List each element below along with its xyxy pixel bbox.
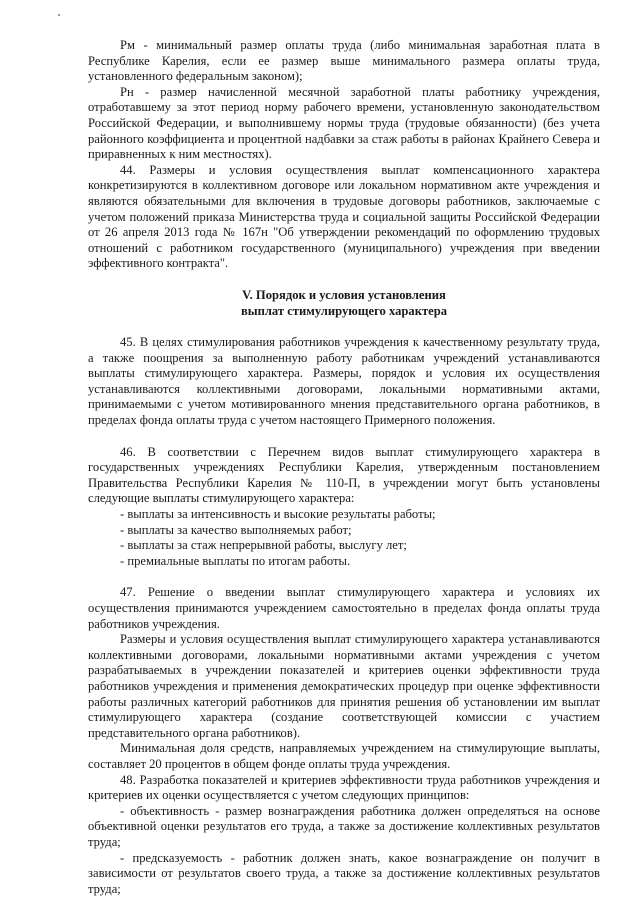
list-item: - премиальные выплаты по итогам работы. — [120, 553, 351, 568]
paragraph-44: 44. Размеры и условия осуществления выплат компенсационного характера конкретизируются в коллективном договоре или локальном нормативном акте учреждения и являются обязательными для включения в трудовые договоры работников, заключаемые с учетом положений приказа Министерства труда и социальной защиты Российской Федерации от 26 апреля 2013 года № 167н "Об утверждении рекомендаций по оформлению трудовых отношений с работником государственного (муниципального) учреждения при введении эффективного контракта". — [88, 162, 600, 271]
section-heading — [88, 288, 600, 319]
scan-speck — [58, 14, 60, 16]
principle-predictability: - предсказуемость - работник должен знать, какое вознаграждение он получит в зависимости от результатов своего труда, а также за достижение коллективных результатов труда; — [88, 850, 600, 896]
paragraph-45: 45. В целях стимулирования работников учреждения к качественному результату труда, а также поощрения за выполненную работу работникам учреждений устанавливаются выплаты стимулирующего характера. Размеры, порядок и условия их осуществления устанавливаются коллективными договорами, локальными нормативными актами, принимаемыми с учетом мотивированного мнения представительного органа работников, в пределах фонда оплаты труда с учетом настоящего Примерного положения. — [88, 335, 600, 428]
paragraph-47c: Минимальная доля средств, направляемых учреждением на стимулирующие выплаты, составляет 20 процентов в общем фонде оплаты труда учреждения. — [88, 741, 600, 771]
paragraph-rn: Рн - размер начисленной месячной заработной платы работнику учреждения, отработавшему за этот период норму рабочего времени, установленную законодательством Российской Федерации, и выполнившему нормы труда (трудовые обязанности) (без учета районного коэффициента и процентной надбавки за стаж работы в районах Крайнего Севера и приравненных к ним местностях). — [88, 84, 600, 162]
paragraph-rm: Рм - минимальный размер оплаты труда (либо минимальная заработная плата в Республике Карелия, если ее размер выше минимального размера оплаты труда, установленного федеральным законом); — [88, 38, 600, 84]
section-heading-line2: выплат стимулирующего характера — [240, 303, 448, 318]
list-item: - выплаты за интенсивность и высокие результаты работы; — [120, 507, 436, 522]
list-item: - выплаты за стаж непрерывной работы, выслугу лет; — [120, 538, 407, 553]
list-item: - выплаты за качество выполняемых работ; — [120, 522, 352, 537]
section-heading-line1: V. Порядок и условия установления — [242, 287, 446, 302]
paragraph-47: 47. Решение о введении выплат стимулирующего характера и условиях их осуществления принимаются учреждением самостоятельно в пределах фонда оплаты труда работников учреждения. — [88, 585, 600, 631]
paragraph-48: 48. Разработка показателей и критериев эффективности труда работников учреждения и критериев их оценки осуществляется с учетом следующих принципов: — [88, 772, 600, 803]
paragraph-47b: Размеры и условия осуществления выплат стимулирующего характера устанавливаются коллективными договорами, локальными нормативными актами учреждения с учетом разрабатываемых в учреждении показателей и критериев оценки эффективности труда работников учреждения и применения демократических процедур при оценке эффективности работы различных категорий работников для принятия решения об установлении им выплат стимулирующего характера (создание соответствующей комиссии с участием представительного органа работников). — [88, 632, 600, 740]
paragraph-46: 46. В соответствии с Перечнем видов выплат стимулирующего характера в государственных учреждениях Республики Карелия, утвержденным постановлением Правительства Республики Карелия № 110-П, в учреждении могут быть установлены следующие выплаты стимулирующего характера: — [88, 444, 600, 506]
principle-objectivity: - объективность - размер вознаграждения работника должен определяться на основе объективной оценки результатов его труда, а также за достижение коллективных результатов труда; — [88, 803, 600, 849]
